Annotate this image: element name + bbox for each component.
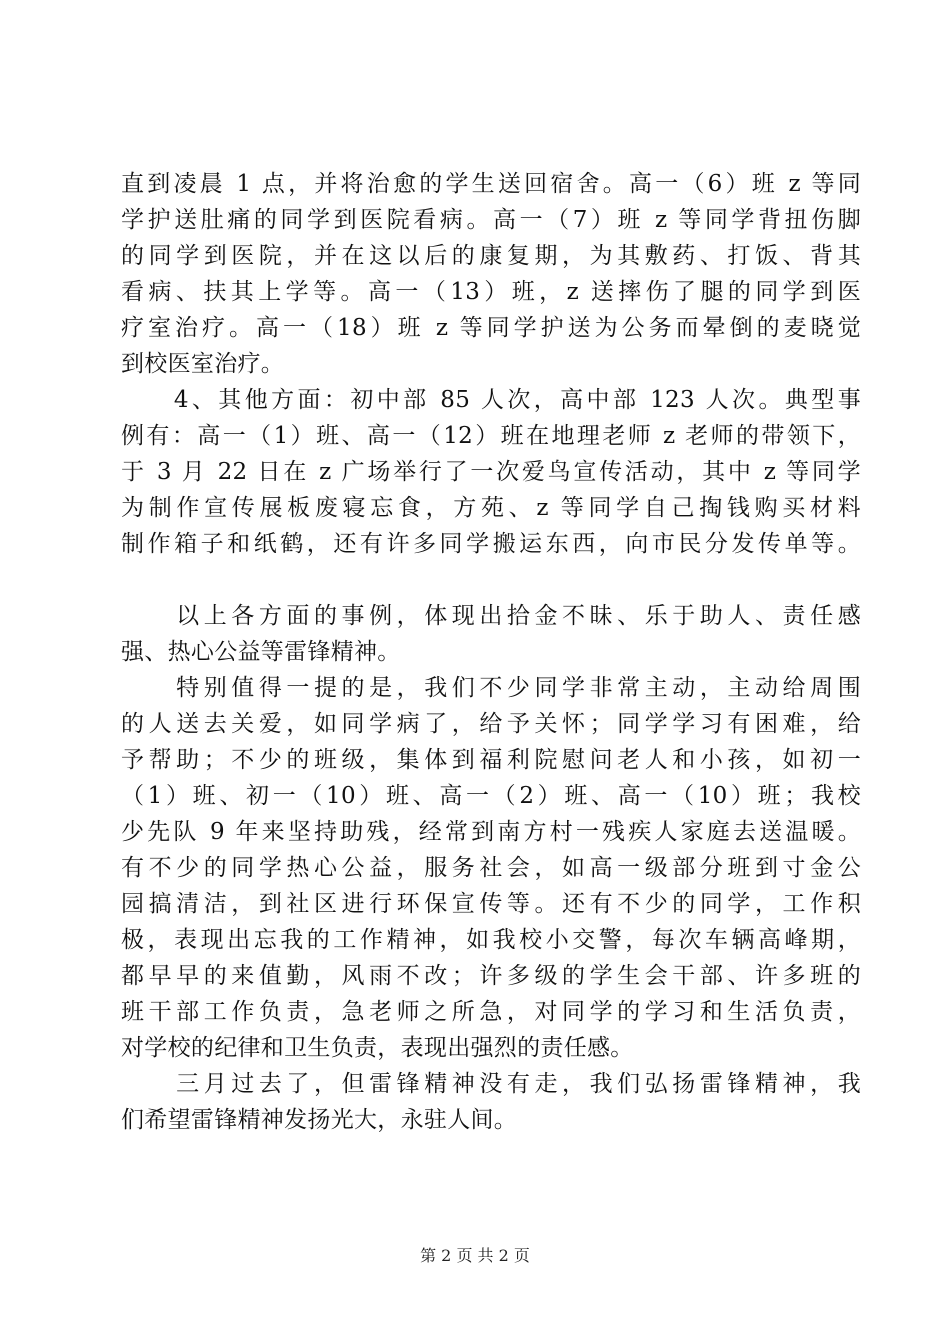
text-line: 为制作宣传展板废寝忘食，方苑、z 等同学自己掏钱购买材料 [121,495,861,521]
page-number-footer: 第 2 页 共 2 页 [420,1246,530,1265]
text-line: 们希望雷锋精神发扬光大，永驻人间。 [121,1107,518,1133]
text-line: 有不少的同学热心公益，服务社会，如高一级部分班到寸金公 [121,855,861,881]
text-line: （1）班、初一（10）班、高一（2）班、高一（10）班；我校 [121,783,861,809]
text-line: 到校医室治疗。 [121,351,285,377]
text-line: 园搞清洁，到社区进行环保宣传等。还有不少的同学，工作积 [121,891,861,917]
text-line: 班干部工作负责，急老师之所急，对同学的学习和生活负责， [121,999,861,1025]
text-line: 少先队 9 年来坚持助残，经常到南方村一残疾人家庭去送温暖。 [121,819,861,845]
text-line: 制作箱子和纸鹤，还有许多同学搬运东西，向市民分发传单等。 [121,531,861,557]
text-line: 看病、扶其上学等。高一（13）班，z 送摔伤了腿的同学到医 [121,279,861,305]
text-line: 的人送去关爱，如同学病了，给予关怀；同学学习有困难，给 [121,711,861,737]
text-line: 学护送肚痛的同学到医院看病。高一（7）班 z 等同学背扭伤脚 [121,207,861,233]
text-line: 例有：高一（1）班、高一（12）班在地理老师 z 老师的带领下， [121,423,861,449]
text-line: 极，表现出忘我的工作精神，如我校小交警，每次车辆高峰期， [121,927,861,953]
text-line: 强、热心公益等雷锋精神。 [121,639,401,665]
text-line: 4、其他方面：初中部 85 人次，高中部 123 人次。典型事 [121,387,861,413]
text-line: 以上各方面的事例，体现出拾金不昧、乐于助人、责任感 [121,603,861,629]
text-line: 直到凌晨 1 点，并将治愈的学生送回宿舍。高一（6）班 z 等同 [121,171,861,197]
text-line: 的同学到医院，并在这以后的康复期，为其敷药、打饭、背其 [121,243,861,269]
text-line: 特别值得一提的是，我们不少同学非常主动，主动给周围 [121,675,861,701]
text-line: 对学校的纪律和卫生负责，表现出强烈的责任感。 [121,1035,634,1061]
text-line: 疗室治疗。高一（18）班 z 等同学护送为公务而晕倒的麦晓觉 [121,315,861,341]
text-line: 都早早的来值勤，风雨不改；许多级的学生会干部、许多班的 [121,963,861,989]
text-line: 予帮助；不少的班级，集体到福利院慰问老人和小孩，如初一 [121,747,861,773]
text-line: 于 3 月 22 日在 z 广场举行了一次爱鸟宣传活动，其中 z 等同学 [121,459,861,485]
text-line: 三月过去了，但雷锋精神没有走，我们弘扬雷锋精神，我 [121,1071,861,1097]
